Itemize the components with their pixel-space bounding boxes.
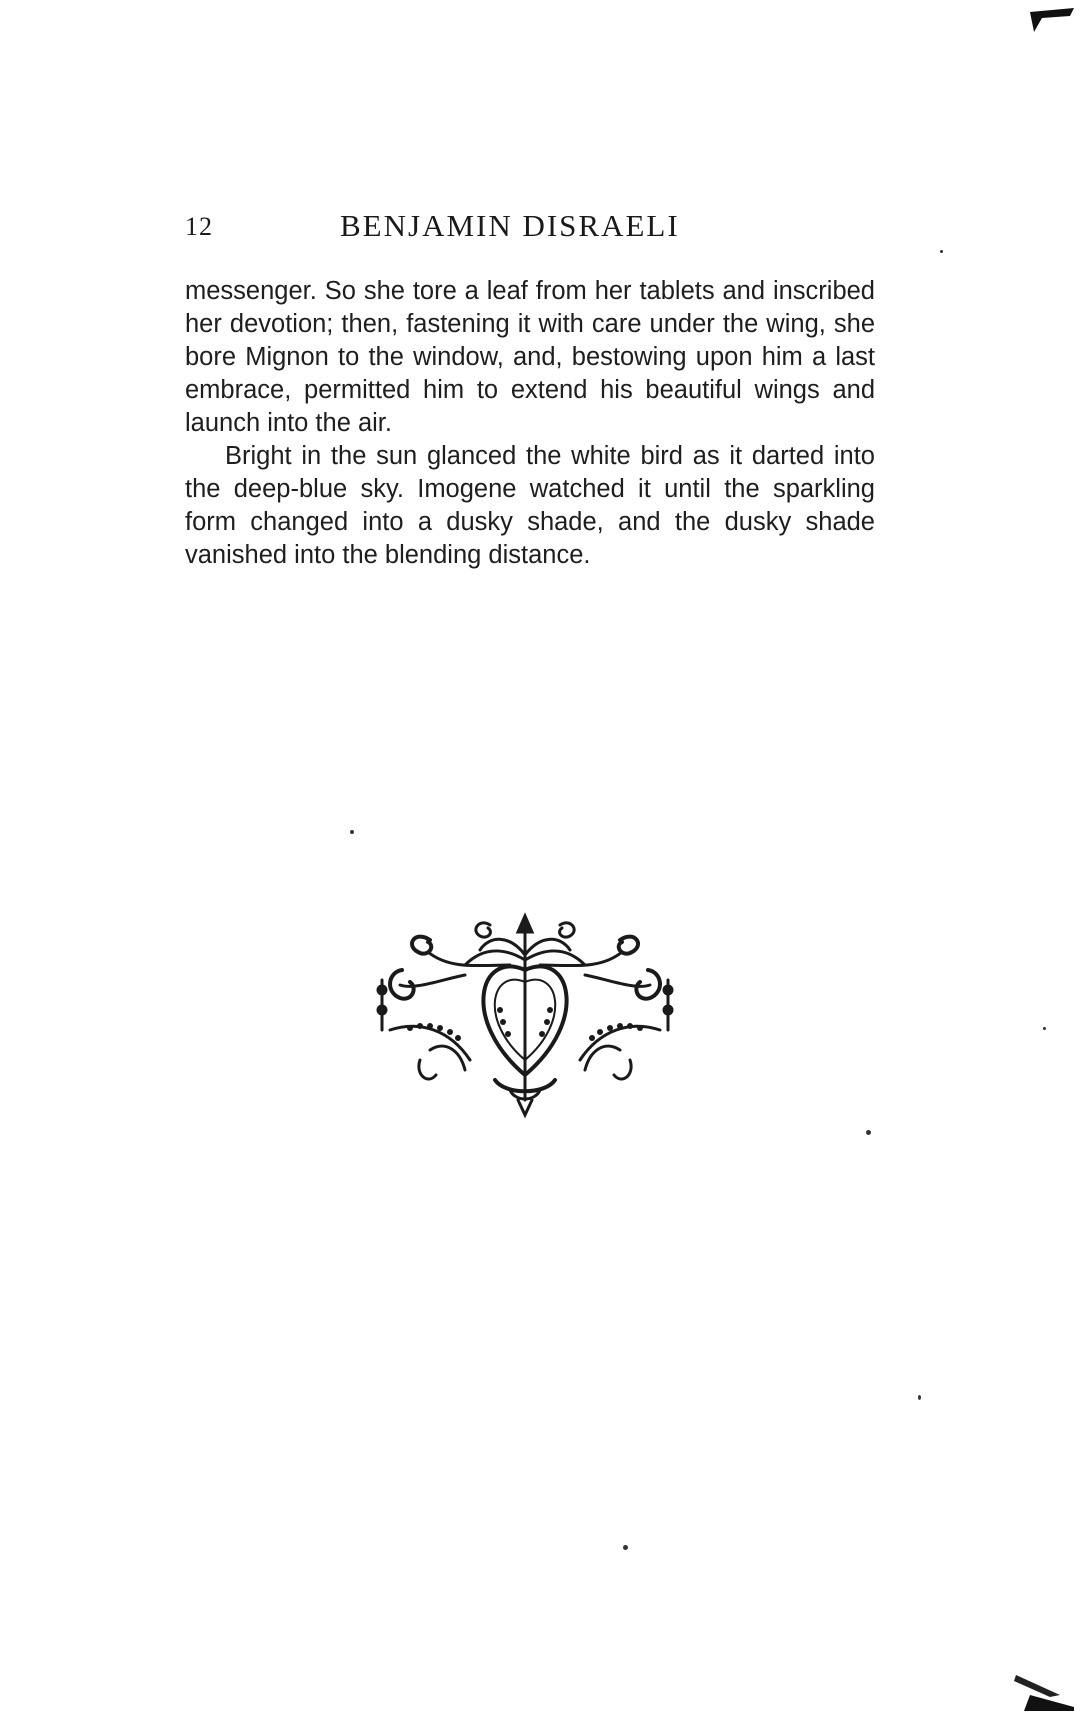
page-number: 12 xyxy=(185,212,213,241)
running-head xyxy=(185,208,875,248)
scan-edge-mark xyxy=(1030,6,1076,36)
scan-speck xyxy=(940,250,943,253)
scan-speck xyxy=(918,1395,921,1400)
scan-speck xyxy=(350,830,354,834)
scan-speck xyxy=(866,1130,871,1135)
body-text xyxy=(185,275,875,572)
floral-tailpiece-ornament-icon xyxy=(370,910,680,1120)
paragraph: Bright in the sun glanced the white bird as it darted into the deep-blue sky. Imogene watched it until the sparkling form changed into a dusky shade, and the dusky shade vanished into the blending distance. xyxy=(185,442,875,569)
paragraph-continued: messenger. So she tore a leaf from her tablets and inscribed her devotion; then, fastening it with care under the wing, she bore Mignon to the window, and, bestowing upon him a last embrace, permitted him to extend his beautiful wings and launch into the air. xyxy=(185,277,875,437)
scan-edge-mark xyxy=(1010,1655,1076,1711)
scan-speck xyxy=(1043,1027,1046,1030)
running-title: BENJAMIN DISRAELI xyxy=(340,208,680,243)
scan-speck xyxy=(623,1545,628,1550)
